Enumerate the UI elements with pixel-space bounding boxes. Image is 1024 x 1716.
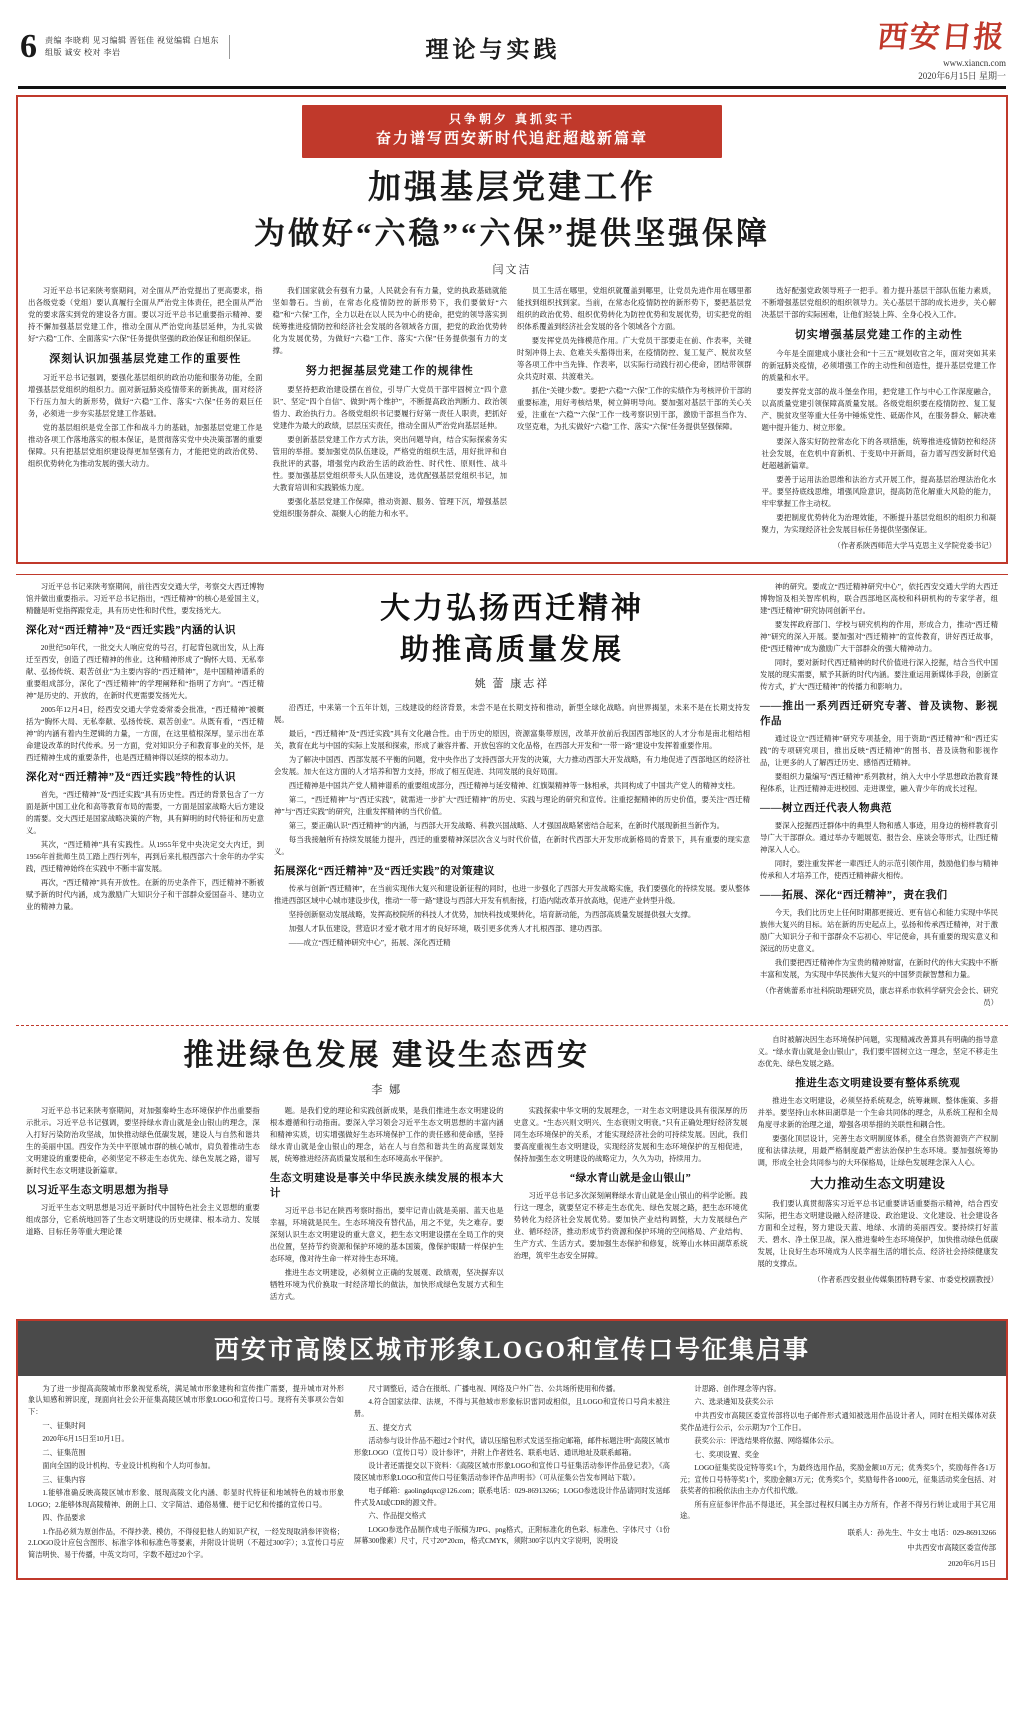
paragraph: 活动参与设计作品不超过2个时代，请以压缩包形式发送至指定邮箱，邮件标题注明“高陵区城市形象LOGO（宣传口号）设计参评”，并附上作者姓名、联系电话、通讯地址及联系邮箱。	[354, 1437, 670, 1457]
paragraph: 所有应征参评作品不得退还，其全部过程权归属主办方所有，作者不得另行转让或用于其它用途。	[680, 1500, 996, 1521]
notice-column-2	[354, 1384, 670, 1570]
notice-subhead: 三、征集内容	[42, 1475, 86, 1484]
article-3-subhead-4: 推进生态文明建设要有整体系统观	[795, 1078, 961, 1090]
campaign-banner	[302, 105, 722, 158]
notice-contact: 联系人：孙先生、牛女士 电话：029-86913266	[847, 1527, 996, 1537]
notice-subhead: 五、提交方式	[368, 1423, 412, 1432]
article-1-column-4	[762, 285, 997, 552]
paragraph: 同时，要注重发挥老一辈西迁人的示范引领作用，鼓励他们参与精神传承和人才培养工作，使西迁精神薪火相传。	[760, 859, 998, 881]
paragraph: 要善于运用法治思维和法治方式开展工作，提高基层治理法治化水平。要坚持底线思维，增强风险意识，提高防范化解重大风险的能力，牢牢掌握工作主动权。	[761, 474, 996, 508]
publication-date: 2020年6月15日 星期一	[918, 71, 1006, 81]
paragraph: 习近平生态文明思想是习近平新时代中国特色社会主义思想的重要组成部分，它系统地回答了生态文明建设的历史规律、根本动力、发展道路、目标任务等重大理论课	[26, 1202, 260, 1236]
paragraph: 要发挥政府部门、学校与研究机构的作用，形成合力，推动“西迁精神”研究的深入开展。要加强对“西迁精神”的宣传教育，讲好西迁故事，使“西迁精神”成为激励广大干部群众的强大精神动力。	[760, 619, 998, 653]
article-2-center	[274, 581, 750, 1009]
article-3-subhead-2: 生态文明建设是事关中华民族永续发展的根本大计	[269, 1172, 504, 1199]
article-2-subhead-6: ——拓展、深化“西迁精神”，责在我们	[760, 890, 948, 902]
article-1-column-3	[517, 285, 752, 552]
banner-line-1: 只争朝夕 真抓实干	[448, 112, 575, 126]
paragraph: 习近平总书记多次深刻阐释绿水青山就是金山银山的科学论断。践行这一理念，就要坚定不移走生态优先、绿色发展之路，把生态环境优势转化为经济社会发展优势。要加快产业结构调整，大力发展绿色产业、循环经济，推动形成节约资源和保护环境的空间格局、产业结构、生产方式、生活方式。要加强生态保护和修复，统筹山水林田湖草系统治理，筑牢生态安全屏障。	[513, 1190, 748, 1260]
paragraph: 要强化基层党建工作保障，推动资源、服务、管理下沉，增强基层党组织服务群众、凝聚人心的能力和水平。	[272, 496, 507, 518]
article-3-subhead-5: 大力推动生态文明建设	[810, 1176, 946, 1192]
article-1-byline: 闫文洁	[492, 263, 532, 276]
notice-subhead: 一、征集时间	[42, 1421, 86, 1430]
paragraph: 传承与创新“西迁精神”，在当前实现伟大复兴和建设新征程的同时，也进一步强化了西部大开发战略实施，我们要强化的持续发展。要从整体推进西部区域中心城市建设步伐，推动“一带一路”建设与西部大开发有机衔接，打造内陆改革开放高地，促进产业转型升级。	[274, 884, 750, 906]
article-3-subhead-3: “绿水青山就是金山银山”	[569, 1172, 692, 1184]
article-2-byline: 姚 蕾 康志祥	[474, 678, 550, 691]
paragraph: 第三，要正确认识“西迁精神”的内涵，与西部大开发战略、科教兴国战略、人才强国战略紧密结合起来，在新时代展现新担当新作为。	[288, 821, 725, 831]
paragraph: 1.作品必须为原创作品，不得抄袭、模仿，不得侵犯他人的知识产权，一经发现取消参评资格；2.LOGO设计应包含图形、标准字体和标准色等要素，并附设计说明（不超过300字）；3.宣传口号应简洁明快、易于传播，中英文均可，字数不超过20个字。	[28, 1527, 344, 1559]
paragraph: 今年是全面建成小康社会和“十三五”规划收官之年，面对突如其来的新冠肺炎疫情，必须增强工作的主动性和创造性，提升基层党建工作的质量和水平。	[761, 349, 996, 382]
paragraph: 同时，要对新时代西迁精神的时代价值进行深入挖掘，结合当代中国发展的现实需要，赋予其新的时代内涵。要注重运用新媒体手段，创新宣传方式，扩大“西迁精神”的传播力和影响力。	[760, 657, 998, 691]
paragraph: 习近平总书记来陕考察期间，对加强秦岭生态环境保护作出重要指示批示。习近平总书记强调，要坚持绿水青山就是金山银山的理念，深入打好污染防治攻坚战，加快推动绿色低碳发展，建设人与自然和谐共生的美丽中国。西安作为关中平原城市群的核心城市，肩负着推动生态文明建设的重要使命，必须坚定不移走生态优先、绿色发展之路，谱写新时代生态文明建设新篇章。	[26, 1105, 260, 1175]
paragraph: 要发挥党员先锋模范作用。广大党员干部要走在前、作表率，关键时刻冲得上去、危难关头豁得出来，在疫情防控、复工复产、脱贫攻坚等各项工作中当先锋、作表率，以实际行动践行初心使命，团结带领群众共克时艰、共渡难关。	[517, 335, 752, 381]
paragraph: 习近平总书记来陕考察期间，前往西安交通大学，考察交大西迁博物馆并做出重要指示。习近平总书记指出，“西迁精神”的核心是爱国主义，精髓是听党指挥跟党走，具有历史性和时代性，要发扬光大。	[26, 581, 264, 615]
article-3-title: 推进绿色发展 建设生态西安	[183, 1039, 590, 1073]
notice-issuer: 中共西安市高陵区委宣传部	[907, 1543, 996, 1553]
article-1-column-2	[273, 285, 508, 552]
paragraph: 2020年6月15日至10月1日。	[42, 1435, 129, 1444]
paragraph: 我们国家就会有强有力量，人民就会有有力量，党的执政基础就能坚如磐石。当前，在常态化疫情防控的新形势下，我们要做好“六稳”和“六保”工作，全力以赴在以人民为中心的使命，把党的领导落实到统筹推进疫情防控和经济社会发展的各领域各方面，把党的政治优势转化为发展优势，为做好“六稳”工作、落实“六保”任务提供强有力的支撑。	[272, 285, 507, 355]
article-2-subhead-1: 深化对“西迁精神”及“西迁实践”内涵的认识	[26, 624, 236, 636]
paragraph: 为了进一步提高高陵城市形象视觉系统，满足城市形象建构和宣传推广需要，提升城市对外形象认知感和辨识度，现面向社会公开征集高陵区城市形象LOGO和宣传口号。现将有关事项公告如下：	[28, 1384, 344, 1416]
credit-line-1: 责编 李晓莉 见习编辑 晋钰佳 视觉编辑 白旭东	[45, 36, 219, 45]
article-2-subhead-4: ——推出一系列西迁研究专著、普及读物、影视作品	[760, 700, 998, 727]
paragraph: 加强人才队伍建设，营造识才爱才敬才用才的良好环境，吸引更多优秀人才扎根西部、建功西部。	[288, 924, 607, 934]
paragraph: 2005年12月4日，经西安交通大学党委常委会批准，“西迁精神”被概括为“胸怀大局、无私奉献、弘扬传统、艰苦创业”。从既有看，“西迁精神”的内涵有着内生逻辑的力量，一方面，在这里植根深厚，显示出在革命建设改革的时代传承。另一方面，党对知识分子和教育事业的关怀，是西迁精神生成的重要条件，也是西迁精神得以延续的根本动力。	[26, 704, 264, 762]
notice-subhead: 六、选录遴知及获奖公示	[694, 1398, 774, 1407]
paragraph: 习近平总书记在陕西考察时指出，要牢记青山就是美丽、蓝天也是幸福，环境就是民生。生态环境没有替代品，用之不觉，失之难存。要深刻认识生态文明建设的重大意义，把生态文明建设摆在全局工作的突出位置，坚持节约资源和保护环境的基本国策，像保护眼睛一样保护生态环境，像对待生命一样对待生态环境。	[269, 1206, 504, 1264]
paragraph: 电子邮箱：gaolingdqxc@126.com；联系电话：029-86913266；LOGO参选设计作品请同时发送邮件式及AI或CDR的源文件。	[354, 1487, 670, 1507]
paragraph: 4.符合国家法律、法规，不得与其他城市形象标识雷同或相似，且LOGO和宣传口号尚未被注册。	[354, 1398, 670, 1418]
paragraph: 习近平总书记强调，要强化基层组织的政治功能和服务功能，全面增强基层党组织的组织力。面对新冠肺炎疫情带来的新挑战，面对经济下行压力加大的新形势，做好“六稳”工作、落实“六保”任务的艰巨任务，必须进一步夯实基层党建工作基础。	[28, 373, 263, 418]
paragraph: 要创新基层党建工作方式方法，突出问题导向，结合实际探索务实管用的举措。要加强党员队伍建设，严格党的组织生活，用好批评和自我批评的武器，增强党内政治生活的政治性、时代性、原则性、战斗性。要加强基层党组织带头人队伍建设，选优配强基层党组织书记，加大教育培训和实践锻炼力度。	[272, 434, 507, 492]
section-title: 理论与实践	[425, 36, 561, 62]
article-3-byline: 李 娜	[371, 1083, 403, 1096]
paragraph: 要坚持把政治建设摆在首位，引导广大党员干部牢固树立“四个意识”、坚定“四个自信”、做到“两个维护”，不断提高政治判断力、政治领悟力、政治执行力。各级党组织书记要履行好第一责任人职责，把抓好党建作为最大的政绩，层层压实责任，推动全面从严治党向基层延伸。	[272, 384, 507, 430]
article-2-heading-block	[274, 589, 750, 694]
article-1-author-note: （作者系陕西师范大学马克思主义学院党委书记）	[833, 540, 996, 550]
notice-body	[18, 1376, 1006, 1570]
paragraph: 神的研究。要成立“西迁精神研究中心”，依托西安交通大学的大西迁博物馆及相关智库机构，联合西部地区高校和科研机构的专家学者，组建“西迁精神”研究协同创新平台。	[760, 581, 998, 615]
paragraph: 为了解决中国西、西部发展不平衡的问题，党中央作出了支持西部大开发的决策，大力推动西部大开发战略，有力地促进了西部地区的经济社会发展。加大在这方面的人才培养和智力支持，形成了相互促进、共同发展的良好局面。	[274, 755, 750, 777]
notice-column-3	[680, 1384, 996, 1570]
paragraph: 要组织力量编写“西迁精神”系列教材，纳入大中小学思想政治教育课程体系，让西迁精神走进校园、走进课堂，融入青少年的成长过程。	[760, 772, 998, 794]
paragraph: 沿西迁，中来第一个五年计划，三线建设的经济背景，未尝不是在长期支持和推动，新型全球化战略。向世界揭显，未来不是在长期支持发展。	[274, 703, 750, 725]
paragraph: 抓住“关键少数”。要把“六稳”“六保”工作的实绩作为考核评价干部的重要标准，用好考核结果，树立鲜明导向。要加强对基层干部的关心关爱，注重在“六稳”“六保”工作一线考察识别干部，激励干部担当作为、攻坚克难，为扎实做好“六稳”工作、落实“六保”任务提供坚强保障。	[517, 385, 752, 431]
page-number: 6	[20, 28, 37, 65]
article-3-column-3	[514, 1105, 748, 1305]
paragraph: 20世纪50年代，一批交大人响应党的号召，打起背包就出发，从上海迁至西安，创造了西迁精神的伟业。这种精神形成了“胸怀大局、无私奉献、弘扬传统、艰苦创业”为主要内容的“西迁精神”，是中国精神谱系的重要组成部分，深化了“西迁精神”的学理阐释和“指明了方向”。“西迁精神”是历史的、开放的，在新时代更需要发扬光大。	[26, 642, 264, 700]
article-2-title-line-2: 助推高质量发展	[399, 634, 624, 667]
article-3-left-block	[26, 1034, 748, 1305]
notice-column-1	[28, 1384, 344, 1570]
paragraph: 要发挥党支部的战斗堡垒作用，把党建工作与中心工作深度融合，以高质量党建引领保障高质量发展。各级党组织要在疫情防控、复工复产、脱贫攻坚等重大任务中锤炼党性、砥砺作风，在服务群众、解决难题中提升能力、树立形象。	[761, 386, 996, 432]
notice-date: 2020年6月15日	[947, 1559, 996, 1569]
newspaper-page	[0, 6, 1024, 1716]
article-3-author-note: （作者系西安报业传媒集团特聘专家、市委党校副教授）	[813, 1275, 998, 1285]
paragraph: 要强化顶层设计，完善生态文明制度体系，健全自然资源资产产权制度和法律法规，用最严格制度最严密法治保护生态环境。要加强统筹协调，形成全社会共同参与的大环保格局，让绿色发展理念深入人心。	[757, 1134, 998, 1168]
paragraph: 中共西安市高陵区委宣传部将以电子邮件形式通知被选用作品设计者人，同时在相关媒体对获奖作品进行公示，公示期为7个工作日。	[680, 1412, 996, 1432]
paragraph: 党的基层组织是党全部工作和战斗力的基础，加强基层党建工作是推动各项工作落地落实的根本保证，是贯彻落实党中央决策部署的重要保障。只有把基层党组织建设得更加坚强有力，才能把党的政治优势、组织优势转化为推动发展的强大动力。	[28, 422, 263, 468]
masthead-right	[756, 12, 1006, 82]
article-1-subhead-3: 切实增强基层党建工作的主动性	[794, 328, 963, 341]
paragraph: 首先，“西迁精神”及“西迁实践”具有历史性。西迁的背景包含了一方面是新中国工业化和高等教育布局的需要，一方面是国家战略大后方建设的需要。交大西迁是国家战略决策的产物，具有鲜明的时代特征和历史意义。	[26, 790, 264, 835]
public-notice	[16, 1319, 1008, 1580]
article-3-columns-left	[26, 1105, 748, 1305]
paragraph: 每当我接触所有持续发展能力提升，西迁的重要精神深层次含义与时代价值，在新时代西部大开发形成新格局的背景下，具有重要的现实意义。	[274, 835, 750, 857]
paragraph: 1.能够准确反映高陵区城市形象、展现高陵文化内涵、彰显时代特征和地域特色的城市形象LOGO；2.能够体现高陵精神、朗朗上口、文字简洁、通俗易懂、便于记忆和传播的宣传口号。	[28, 1489, 344, 1509]
newspaper-logo: 西安日报	[875, 21, 1008, 54]
article-3-subhead-1: 以习近平生态文明思想为指导	[26, 1184, 169, 1196]
article-2-subhead-3: 拓展深化“西迁精神”及“西迁实践”的对策建议	[274, 866, 495, 878]
article-2-top	[26, 581, 998, 1009]
paragraph: 通过设立“西迁精神”研究专项基金，用于资助“西迁精神”和“西迁实践”的专项研究项目，推出反映“西迁精神”的图书、普及读物和影视作品，让更多的人了解西迁历史、感悟西迁精神。	[760, 734, 998, 768]
paragraph: 我们要认真贯彻落实习近平总书记重要讲话重要指示精神，结合西安实际，把生态文明建设融入经济建设、政治建设、文化建设、社会建设各方面和全过程，努力建设天蓝、地绿、水清的美丽西安。要持续打好蓝天、碧水、净土保卫战，深入推进秦岭生态环境保护，加快推动绿色低碳发展，让良好生态环境成为人民幸福生活的增长点、经济社会持续健康发展的支撑点。	[757, 1199, 998, 1269]
article-1-subhead-2: 努力把握基层党建工作的规律性	[305, 364, 474, 377]
article-2-column-3	[760, 581, 998, 1009]
paragraph: 坚持创新驱动发展战略，发挥高校院所的科技人才优势，加快科技成果转化，培育新动能，为西部高质量发展提供强大支撑。	[288, 910, 696, 920]
paragraph: 最后，“西迁精神”及“西迁实践”具有文化融合性。由于历史的原因，资源富集带原因，改革开放前后我国西部地区的人才分布是南北相结相关，教育在此与中国的实际上发展和探索，形成了兼容并蓄、开放包容的文化品格，在西部大开发和“一带一路”建设中发挥着重要作用。	[274, 729, 750, 751]
paragraph: 我们要把西迁精神作为宝贵的精神财富，在新时代的伟大实践中不断丰富和发展，为实现中华民族伟大复兴的中国梦贡献智慧和力量。	[760, 958, 998, 980]
article-1-subhead-1: 深刻认识加强基层党建工作的重要性	[49, 352, 242, 365]
article-2-center-columns	[274, 702, 750, 951]
paragraph: 第二，“西迁精神”与“西迁实践”，就需进一步扩大“西迁精神”的历史、实践与理论的研究和宣传。注重挖掘精神的历史价值，要关注“西迁精神”与“西迁实践”的研究，注重发挥精神的当代价值。	[274, 795, 750, 817]
banner-line-2: 奋力谱写西安新时代追赶超越新篇章	[375, 130, 648, 147]
article-3-column-4	[758, 1034, 999, 1305]
notice-subhead: 六、作品提交格式	[368, 1512, 426, 1521]
paragraph: 获奖公示：评选结果将依据、网络媒体公示。	[694, 1437, 839, 1446]
article-2-center-note: ——成立“西迁精神研究中心”，拓展、深化西迁精	[288, 938, 451, 948]
article-1-columns	[28, 285, 996, 552]
article-3-column-2	[270, 1105, 504, 1305]
paragraph: 其次，“西迁精神”具有实践性。从1955年党中央决定交大内迁，到1956年首批师生员工踏上西行列车，再到后来扎根西部六十余年的办学实践，西迁精神始终在实践中不断丰富发展。	[26, 839, 264, 873]
paragraph: 要深入挖掘西迁群体中的典型人物和感人事迹，用身边的榜样教育引导广大干部群众。通过举办专题展览、报告会、座谈会等形式，让西迁精神深入人心。	[760, 821, 998, 855]
paragraph: 题。是我们党的理论和实践创新成果，是我们推进生态文明建设的根本遵循和行动指南。要深入学习领会习近平生态文明思想的丰富内涵和精神实质，切实增强做好生态环境保护工作的责任感和使命感，坚持绿水青山就是金山银山的理念，站在人与自然和谐共生的高度谋划发展，统筹推进经济高质量发展和生态环境高水平保护。	[269, 1105, 504, 1163]
paragraph: 习近平总书记来陕考察期间，对全面从严治党提出了更高要求，指出各级党委（党组）要认真履行全面从严治党主体责任，把全面从严治党的要求落实到党的建设各方面。要以习近平总书记重要指示精神、要持不懈加强基层党建工作，推动全面从严治党向基层延伸，为扎实做好“六稳”工作、全面落实“六保”任务提供坚强的政治保证和组织保证。	[28, 285, 263, 343]
article-3-column-1	[26, 1105, 260, 1305]
notice-subhead: 七、奖项设置、奖金	[694, 1450, 760, 1459]
notice-subhead: 二、征集范围	[42, 1448, 86, 1457]
article-1-column-1	[28, 285, 263, 552]
article-1	[16, 95, 1008, 564]
masthead-credits	[45, 35, 230, 59]
paragraph: 推进生态文明建设，必须树立正确的发展观、政绩观，坚决摒弃以牺牲环境为代价换取一时经济增长的做法，加快形成绿色发展方式和生活方式。	[269, 1268, 504, 1301]
website-url: www.xiancn.com	[943, 58, 1006, 68]
paragraph: 实践探索中华文明的发展理念，一对生态文明建设具有很深厚的历史意义。“生态兴则文明兴、生态衰则文明衰。”只有正确处理好经济发展同生态环境保护的关系，才能实现经济社会的可持续发展。因此，我们要高度重视生态文明建设，实现经济发展和生态环境保护的互相促进，保持加强生态文明建设的战略定力，久久为功，持续用力。	[513, 1105, 748, 1163]
paragraph: 设计者还需提交以下资料：《高陵区城市形象LOGO和宣传口号征集活动参评作品登记表》，《高陵区城市形象LOGO和宣传口号征集活动参评作品声明书》（可从征集公告发布网站下载）。	[354, 1462, 670, 1482]
paragraph: 尺寸调整后，适合在报纸、广播电视、网络及户外广告、公共场所使用和传播。	[368, 1384, 620, 1393]
paragraph: 推进生态文明建设，必须坚持系统观念，统筹兼顾、整体施策、多措并举。要坚持山水林田湖草是一个生命共同体的理念，从系统工程和全局角度寻求新的治理之道，增强各项举措的关联性和耦合性。	[757, 1096, 998, 1130]
paragraph: LOGO参选作品制作成电子版稿为JPG、png格式，正附标准化的色彩、标准色、字体尺寸（1份屏幕300像素）尺寸，尺寸20*20cm，格式CMYK，须附300字以内文字说明，说明设	[354, 1525, 670, 1546]
paragraph: 要把制度优势转化为治理效能，不断提升基层党组织的组织力和凝聚力，为实现经济社会发展目标任务提供坚强保证。	[761, 512, 996, 534]
paragraph: LOGO征集奖设定特等奖1个，为最终选用作品，奖励金额10万元；优秀奖5个，奖励每件各1万元；宣传口号特等奖1个，奖励金额3万元；优秀奖5个，奖励每件各1000元，征集活动奖金包括、对获奖者的扣税依法由主办方代扣代缴。	[680, 1464, 996, 1496]
article-2-title-line-1: 大力弘扬西迁精神	[380, 591, 644, 625]
paragraph: 选好配强党政领导班子一把手。着力提升基层干部队伍能力素质，不断增强基层党组织的组织领导力。关心基层干部的成长进步，关心解决基层干部的实际困难，让他们轻装上阵、全身心投入工作。	[761, 285, 996, 319]
paragraph: 面向全国的设计机构、专业设计机构和个人均可参加。	[42, 1462, 215, 1471]
notice-subhead: 四、作品要求	[42, 1514, 86, 1523]
article-3-layout	[26, 1034, 998, 1305]
paragraph: 要深入落实好防控常态化下的各项措施，统筹推进疫情防控和经济社会发展，在危机中育新机、于变局中开新局，奋力谱写西安新时代追赶超越新篇章。	[761, 436, 996, 470]
notice-title: 西安市高陵区城市形象LOGO和宣传口号征集启事	[18, 1321, 1006, 1376]
article-2-column-2	[274, 702, 750, 951]
masthead	[18, 6, 1006, 89]
article-1-title-line-2: 为做好“六稳”“六保”提供坚强保障	[254, 215, 770, 251]
paragraph: 今天，我们比历史上任何时期都更接近、更有信心和能力实现中华民族伟大复兴的目标。站在新的历史起点上，弘扬和传承西迁精神，对于激励广大知识分子和干部群众不忘初心、牢记使命，具有重要的现实意义和深远的历史意义。	[760, 908, 998, 954]
article-2-author-note: （作者姚蕾系市社科院助理研究员，康志祥系市软科学研究会会长、研究员）	[761, 986, 998, 1008]
article-2	[16, 575, 1008, 1017]
article-1-title-line-1: 加强基层党建工作	[368, 170, 656, 207]
paragraph: 自时被解决因生态环境保护问题，实现精减改善算具有明确的指导意义。“绿水青山就是金山银山”，我们要牢固树立这一理念，坚定不移走生态优先、绿色发展之路。	[757, 1035, 998, 1069]
article-2-subhead-5: ——树立西迁代表人物典范	[760, 803, 892, 814]
article-2-subhead-2: 深化对“西迁精神”及“西迁实践”特性的认识	[26, 771, 236, 783]
paragraph: 西迁精神是中国共产党人精神谱系的重要组成部分，西迁精神与延安精神、红旗渠精神等一脉相承，共同构成了中国共产党人的精神支柱。	[288, 781, 740, 791]
paragraph: 再次，“西迁精神”具有开放性。在新的历史条件下，西迁精神不断被赋予新的时代内涵，成为激励广大知识分子和干部群众爱国奋斗、建功立业的精神力量。	[26, 877, 264, 911]
article-2-column-1	[26, 581, 264, 1009]
paragraph: 员工生活在哪里，党组织就覆盖到哪里，让党员先进作用在哪里都能找到组织找到家。当前，在常态化疫情防控的新形势下，要把基层党组织的政治优势、组织优势转化为防控优势和发展优势，切实把党的组织体系覆盖到经济社会发展的各个领域各个方面。	[517, 285, 752, 331]
paragraph: 计思路、创作理念等内容。	[694, 1384, 781, 1393]
credit-line-2: 组版 诚安 校对 李岩	[45, 48, 121, 57]
article-3	[16, 1026, 1008, 1311]
